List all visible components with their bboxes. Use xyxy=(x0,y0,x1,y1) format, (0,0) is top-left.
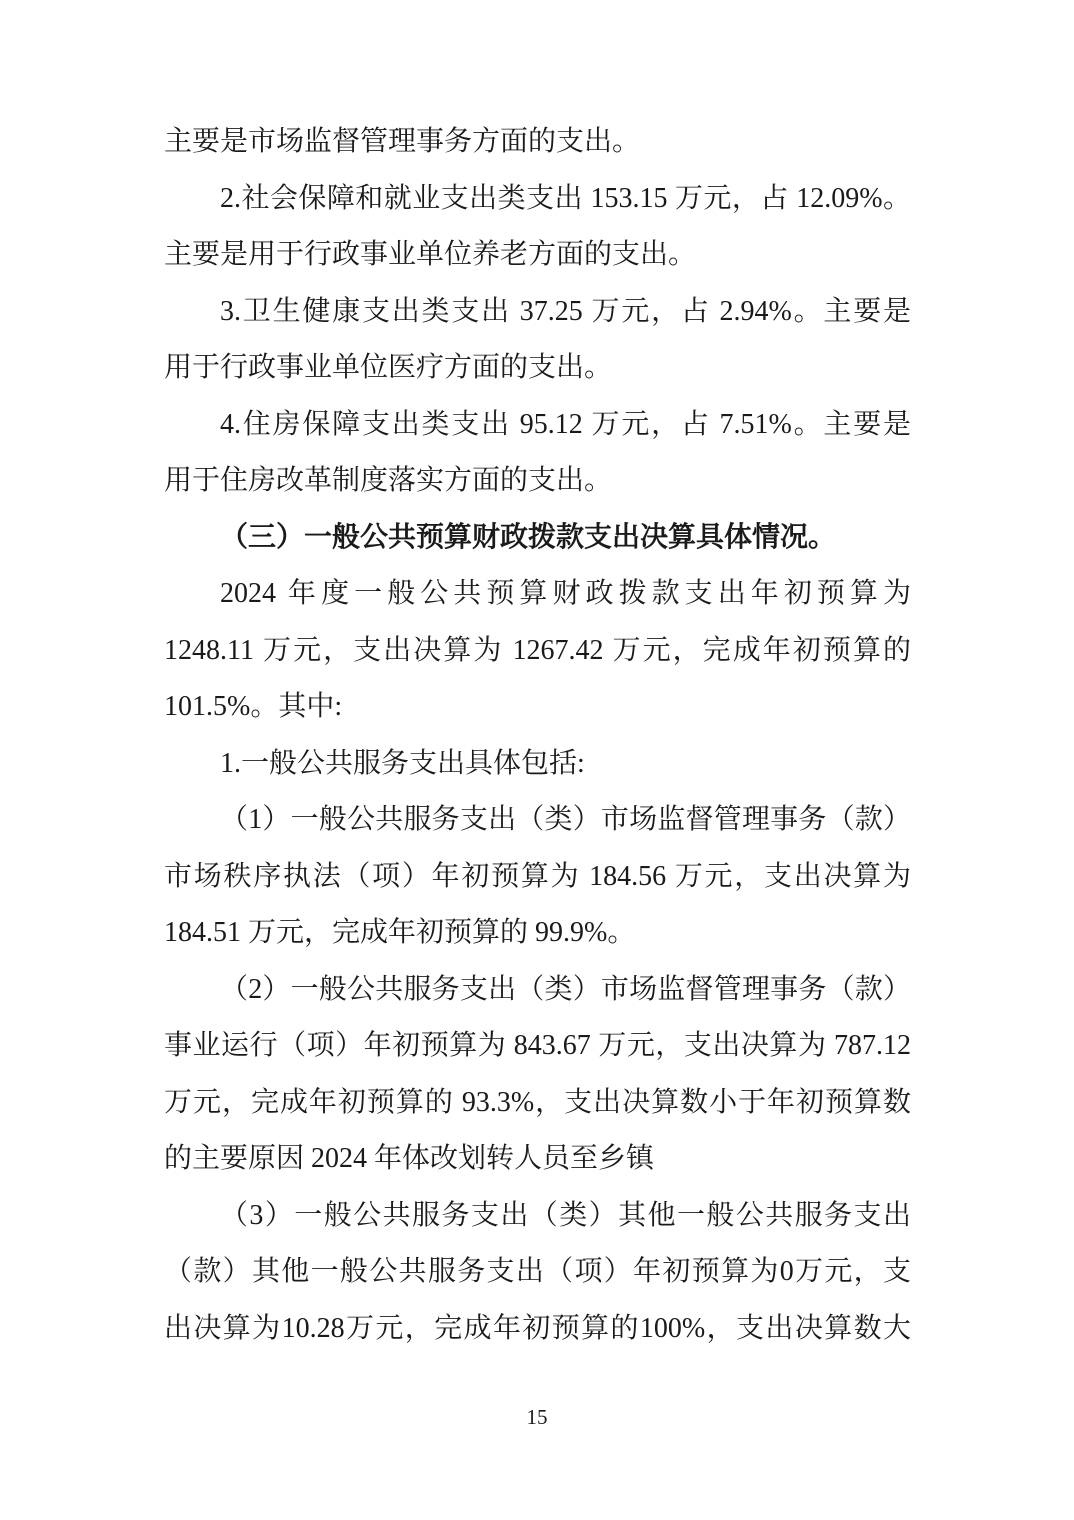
page-number: 15 xyxy=(526,1405,548,1429)
doc-line: 主要是市场监督管理事务方面的支出。 xyxy=(164,126,641,157)
doc-line: 用于住房改革制度落实方面的支出。 xyxy=(164,465,613,496)
doc-line: 1.一般公共服务支出具体包括: xyxy=(220,747,585,779)
doc-line: 1248.11 万元，支出决算为 1267.42 万元，完成年初预算的 xyxy=(164,634,911,666)
doc-line: 万元，完成年初预算的 93.3%，支出决算数小于年初预算数 xyxy=(164,1086,911,1118)
doc-line: （3）一般公共服务支出（类）其他一般公共服务支出 xyxy=(220,1199,911,1231)
doc-line: 主要是用于行政事业单位养老方面的支出。 xyxy=(164,239,697,270)
doc-line: （1）一般公共服务支出（类）市场监督管理事务（款） xyxy=(220,804,911,835)
doc-line: （款）其他一般公共服务支出（项）年初预算为0万元，支 xyxy=(164,1256,911,1287)
doc-line: 101.5%。其中: xyxy=(164,691,343,722)
doc-line: （2）一般公共服务支出（类）市场监督管理事务（款） xyxy=(220,973,911,1005)
document-body-text xyxy=(164,114,911,1357)
section-heading: （三）一般公共预算财政拨款支出决算具体情况。 xyxy=(220,521,837,553)
doc-line: 2024 年度一般公共预算财政拨款支出年初预算为 xyxy=(220,578,911,609)
doc-line: 2.社会保障和就业支出类支出 153.15 万元，占 12.09%。 xyxy=(220,182,911,214)
doc-line: 4.住房保障支出类支出 95.12 万元，占 7.51%。主要是 xyxy=(220,408,911,440)
doc-line: 出决算为10.28万元，完成年初预算的100%，支出决算数大 xyxy=(164,1312,911,1344)
doc-line: 184.51 万元，完成年初预算的 99.9%。 xyxy=(164,917,636,948)
doc-line: 事业运行（项）年初预算为 843.67 万元，支出决算为 787.12 xyxy=(164,1030,911,1061)
doc-line: 3.卫生健康支出类支出 37.25 万元，占 2.94%。主要是 xyxy=(220,295,911,327)
doc-line: 用于行政事业单位医疗方面的支出。 xyxy=(164,352,613,383)
doc-line: 的主要原因 2024 年体改划转人员至乡镇 xyxy=(164,1143,655,1174)
doc-line: 市场秩序执法（项）年初预算为 184.56 万元，支出决算为 xyxy=(164,860,911,892)
